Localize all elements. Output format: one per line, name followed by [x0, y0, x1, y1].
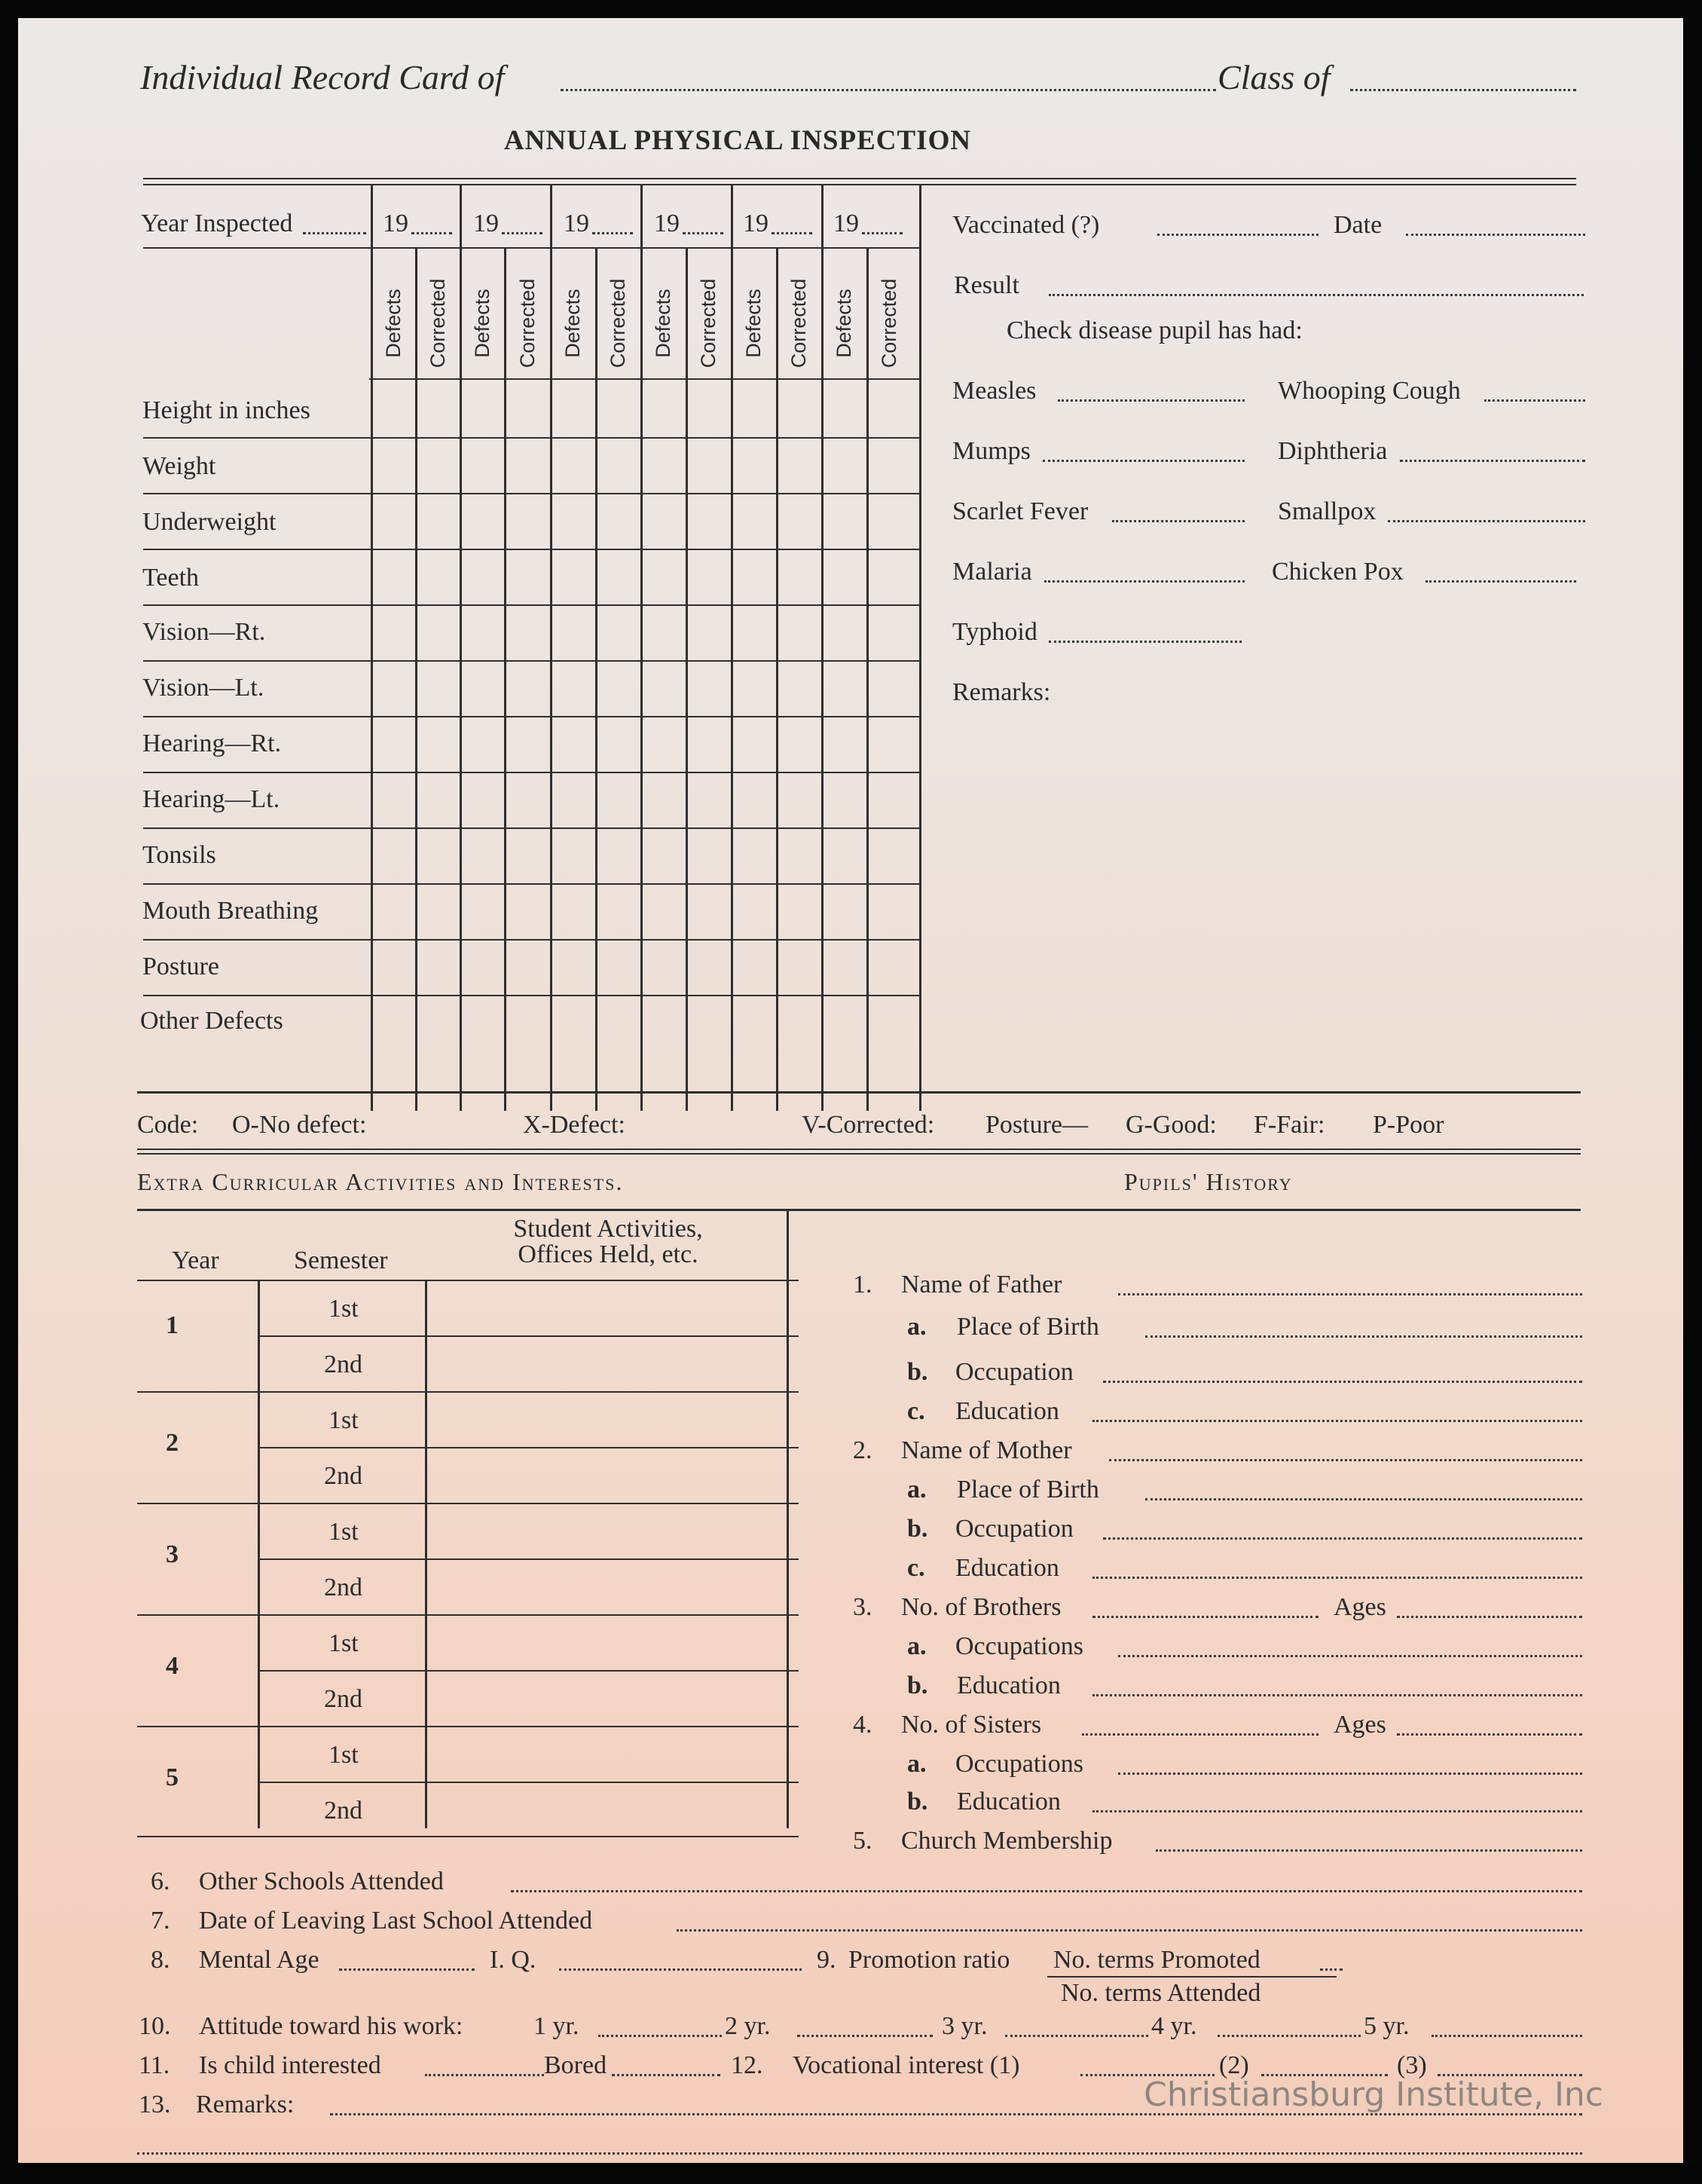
- promotion-label: Promotion ratio: [848, 1946, 1010, 1974]
- code-label: Code:: [137, 1111, 199, 1139]
- interested-line[interactable]: [425, 2074, 544, 2076]
- col-activities-header-1: Student Activities,: [513, 1215, 703, 1243]
- year-1: 1: [166, 1311, 179, 1339]
- mother-birthplace-line[interactable]: [1145, 1498, 1582, 1500]
- semester-1st: 1st: [328, 1629, 359, 1657]
- year-rule: [137, 1614, 799, 1616]
- history-heading: Pupils' History: [1124, 1168, 1293, 1195]
- sisters-line[interactable]: [1082, 1733, 1319, 1736]
- attitude-yr5: 5 yr.: [1364, 2012, 1410, 2040]
- remarks-label: Remarks:: [952, 678, 1051, 706]
- attitude-yr3-line[interactable]: [1005, 2035, 1148, 2037]
- item-number: 4.: [853, 1711, 872, 1739]
- record-card-label: Individual Record Card of: [140, 58, 505, 96]
- grid-col-line: [371, 185, 373, 1111]
- mumps-label: Mumps: [952, 437, 1031, 465]
- vocational-2-label: (2): [1219, 2051, 1249, 2079]
- record-card-paper: [18, 18, 1683, 2163]
- attitude-yr2-line[interactable]: [797, 2035, 933, 2037]
- father-education-label: Education: [955, 1397, 1059, 1425]
- year-inspected-dots: [303, 232, 366, 234]
- year-rule: [137, 1503, 799, 1504]
- defects-header: Defects: [652, 289, 674, 358]
- sub-a: a.: [907, 1632, 927, 1660]
- grid-col-line: [731, 185, 733, 1111]
- item-number: 1.: [853, 1271, 872, 1298]
- vaccinated-line[interactable]: [1157, 234, 1319, 236]
- date-leaving-label: Date of Leaving Last School Attended: [199, 1907, 593, 1935]
- semester-2nd: 2nd: [324, 1797, 362, 1825]
- row-label-tonsils: Tonsils: [142, 841, 216, 869]
- activities-col-line: [258, 1280, 260, 1828]
- vocational-label: Vocational interest (1): [793, 2051, 1020, 2079]
- year-5: 5: [166, 1763, 179, 1791]
- semester-2nd: 2nd: [324, 1462, 362, 1490]
- class-year-line[interactable]: [1350, 89, 1576, 91]
- subheader-rule: [369, 378, 921, 380]
- mother-education-label: Education: [955, 1554, 1059, 1582]
- year-inspected-label: Year Inspected: [141, 210, 293, 237]
- mother-birthplace-label: Place of Birth: [957, 1476, 1099, 1503]
- semester-1st: 1st: [328, 1406, 359, 1434]
- row-label-hearing-rt: Hearing—Rt.: [142, 730, 282, 757]
- sub-b: b.: [907, 1515, 928, 1543]
- year-19-3: 19: [564, 210, 589, 237]
- sub-a: a.: [907, 1313, 927, 1341]
- defects-header: Defects: [471, 289, 493, 358]
- sisters-occupations-line[interactable]: [1118, 1773, 1582, 1775]
- result-line[interactable]: [1049, 294, 1584, 296]
- item-number: 6.: [151, 1867, 170, 1895]
- final-remarks-label: Remarks:: [196, 2091, 295, 2118]
- sisters-education-line[interactable]: [1092, 1810, 1582, 1812]
- interested-label: Is child interested: [199, 2051, 381, 2079]
- mental-age-label: Mental Age: [199, 1946, 319, 1974]
- smallpox-label: Smallpox: [1278, 497, 1377, 525]
- defects-header: Defects: [742, 289, 765, 358]
- code-o: O-No defect:: [232, 1111, 367, 1139]
- father-label: Name of Father: [901, 1271, 1062, 1298]
- semester-rule: [258, 1335, 799, 1337]
- row-label-other-defects: Other Defects: [140, 1007, 283, 1035]
- check-disease-label: Check disease pupil has had:: [1007, 317, 1303, 344]
- mother-occupation-line[interactable]: [1103, 1537, 1582, 1540]
- whooping-cough-line[interactable]: [1484, 399, 1585, 402]
- code-f: F-Fair:: [1254, 1111, 1325, 1139]
- row-label-vision-lt: Vision—Lt.: [142, 674, 264, 702]
- activities-col-line: [425, 1280, 427, 1828]
- scarlet-fever-label: Scarlet Fever: [952, 497, 1089, 525]
- sisters-occupations-label: Occupations: [955, 1750, 1083, 1778]
- row-rule: [143, 437, 921, 439]
- sub-a: a.: [907, 1750, 927, 1778]
- semester-2nd: 2nd: [324, 1350, 362, 1378]
- item-number: 8.: [151, 1946, 170, 1974]
- father-education-line[interactable]: [1092, 1420, 1582, 1422]
- brothers-occupations-label: Occupations: [955, 1632, 1083, 1660]
- item-number: 3.: [853, 1593, 872, 1621]
- fraction-bar: [1047, 1976, 1337, 1978]
- promotion-line[interactable]: [1320, 1968, 1343, 1971]
- year-rule: [137, 1726, 799, 1727]
- attitude-yr3: 3 yr.: [942, 2012, 988, 2040]
- col-semester-header: Semester: [294, 1246, 388, 1274]
- semester-rule: [258, 1670, 799, 1672]
- semester-2nd: 2nd: [324, 1574, 362, 1601]
- semester-1st: 1st: [328, 1518, 359, 1546]
- year-19-6: 19: [833, 210, 859, 237]
- year-19-2: 19: [473, 210, 499, 237]
- defects-header: Defects: [382, 289, 405, 358]
- semester-rule: [258, 1447, 799, 1448]
- father-occupation-label: Occupation: [955, 1358, 1074, 1386]
- grid-col-line: [460, 185, 462, 1111]
- sub-b: b.: [907, 1788, 928, 1815]
- row-rule: [143, 883, 921, 885]
- code-bottom-rule: [137, 1149, 1581, 1150]
- date-line[interactable]: [1406, 234, 1585, 236]
- sub-b: b.: [907, 1672, 928, 1699]
- semester-rule: [258, 1782, 799, 1783]
- brothers-line[interactable]: [1092, 1616, 1319, 1618]
- iq-line[interactable]: [559, 1968, 802, 1971]
- mumps-line[interactable]: [1043, 460, 1245, 462]
- item-number: 2.: [853, 1436, 872, 1464]
- brothers-education-label: Education: [957, 1672, 1061, 1699]
- corrected-header: Corrected: [878, 278, 900, 369]
- scarlet-fever-line[interactable]: [1112, 520, 1245, 522]
- defects-header: Defects: [561, 289, 584, 358]
- row-rule: [143, 493, 921, 494]
- malaria-line[interactable]: [1044, 580, 1245, 583]
- header-rule-2: [143, 184, 1576, 185]
- vaccinated-label: Vaccinated (?): [952, 211, 1100, 239]
- brothers-occupations-line[interactable]: [1118, 1655, 1582, 1657]
- row-label-weight: Weight: [142, 452, 216, 480]
- code-x: X-Defect:: [523, 1111, 625, 1139]
- church-line[interactable]: [1156, 1849, 1582, 1852]
- year-blank-2[interactable]: [502, 232, 542, 234]
- other-schools-line[interactable]: [511, 1890, 1582, 1892]
- section-rule: [137, 1209, 1581, 1211]
- brothers-ages-line[interactable]: [1397, 1616, 1582, 1618]
- row-rule: [143, 772, 921, 773]
- father-birthplace-label: Place of Birth: [957, 1313, 1099, 1341]
- item-number: 10.: [139, 2012, 171, 2040]
- diphtheria-label: Diphtheria: [1278, 437, 1388, 465]
- mother-label: Name of Mother: [901, 1436, 1072, 1464]
- grid-right-border: [919, 185, 921, 1111]
- smallpox-line[interactable]: [1388, 520, 1585, 522]
- iq-label: I. Q.: [490, 1946, 536, 1974]
- code-posture: Posture—: [985, 1111, 1088, 1139]
- father-occupation-line[interactable]: [1103, 1381, 1582, 1383]
- activities-header-rule: [137, 1280, 799, 1281]
- grid-col-line: [550, 185, 552, 1111]
- code-bottom-rule-2: [137, 1153, 1581, 1155]
- vocational-3-label: (3): [1397, 2051, 1427, 2079]
- semester-2nd: 2nd: [324, 1685, 362, 1713]
- attitude-yr4-line[interactable]: [1218, 2035, 1361, 2037]
- item-number: 9.: [817, 1946, 836, 1974]
- code-g: G-Good:: [1126, 1111, 1217, 1139]
- semester-1st: 1st: [328, 1295, 359, 1323]
- corrected-header: Corrected: [787, 278, 810, 369]
- header-rule: [143, 178, 1576, 179]
- final-remarks-line-2[interactable]: [137, 2152, 1582, 2155]
- row-label-mouth-breathing: Mouth Breathing: [142, 897, 319, 925]
- item-number: 11.: [139, 2051, 170, 2079]
- year-blank-6[interactable]: [862, 232, 903, 234]
- bored-label: Bored: [544, 2051, 607, 2079]
- year-blank-5[interactable]: [772, 232, 812, 234]
- sub-a: a.: [907, 1476, 927, 1503]
- attitude-yr1-line[interactable]: [598, 2035, 722, 2037]
- attitude-yr5-line[interactable]: [1432, 2035, 1582, 2037]
- row-rule: [143, 549, 921, 550]
- corrected-header: Corrected: [607, 278, 629, 369]
- mother-line[interactable]: [1109, 1459, 1582, 1461]
- attitude-yr2: 2 yr.: [725, 2012, 771, 2040]
- row-rule: [143, 827, 921, 829]
- father-line[interactable]: [1118, 1293, 1582, 1295]
- diphtheria-line[interactable]: [1400, 460, 1585, 462]
- class-label: Class of: [1218, 58, 1331, 96]
- grid-col-line: [821, 185, 823, 1111]
- defects-header: Defects: [833, 289, 855, 358]
- year-3: 3: [166, 1540, 179, 1568]
- sub-c: c.: [907, 1397, 925, 1425]
- row-label-hearing-lt: Hearing—Lt.: [142, 785, 280, 813]
- typhoid-label: Typhoid: [952, 618, 1037, 646]
- corrected-header: Corrected: [516, 278, 539, 369]
- grid-col-line: [640, 185, 643, 1111]
- item-number: 13.: [139, 2091, 171, 2118]
- row-label-underweight: Underweight: [142, 508, 277, 536]
- row-label-posture: Posture: [142, 953, 219, 980]
- col-year-header: Year: [172, 1246, 219, 1274]
- sisters-ages-label: Ages: [1334, 1711, 1386, 1739]
- year-blank-4[interactable]: [683, 232, 723, 234]
- father-birthplace-line[interactable]: [1145, 1335, 1582, 1338]
- year-rule: [137, 1391, 799, 1393]
- terms-promoted-label: No. terms Promoted: [1053, 1946, 1260, 1974]
- sisters-label: No. of Sisters: [901, 1711, 1042, 1739]
- date-label: Date: [1334, 211, 1383, 239]
- activities-bottom-rule: [137, 1836, 799, 1837]
- chicken-pox-label: Chicken Pox: [1272, 558, 1404, 586]
- sisters-ages-line[interactable]: [1397, 1733, 1582, 1736]
- bored-line[interactable]: [612, 2074, 720, 2076]
- sub-c: c.: [907, 1554, 925, 1582]
- mother-occupation-label: Occupation: [955, 1515, 1074, 1543]
- code-top-rule: [137, 1091, 1581, 1094]
- malaria-label: Malaria: [952, 558, 1032, 586]
- item-number: 12.: [731, 2051, 763, 2079]
- year-19-5: 19: [743, 210, 768, 237]
- terms-attended-label: No. terms Attended: [1061, 1979, 1261, 2007]
- typhoid-line[interactable]: [1049, 641, 1242, 643]
- semester-1st: 1st: [328, 1741, 359, 1769]
- whooping-cough-label: Whooping Cough: [1278, 377, 1461, 405]
- row-label-teeth: Teeth: [142, 564, 200, 592]
- row-rule: [143, 995, 921, 996]
- code-v: V-Corrected:: [802, 1111, 935, 1139]
- row-rule: [143, 660, 921, 662]
- row-label-vision-rt: Vision—Rt.: [142, 618, 266, 646]
- semester-rule: [258, 1558, 799, 1560]
- activities-right-border: [787, 1209, 789, 1828]
- brothers-ages-label: Ages: [1334, 1593, 1386, 1621]
- page-title: ANNUAL PHYSICAL INSPECTION: [503, 125, 972, 156]
- brothers-education-line[interactable]: [1092, 1694, 1582, 1696]
- activities-heading: Extra Curricular Activities and Interests.: [137, 1168, 624, 1195]
- student-name-line[interactable]: [561, 89, 1216, 91]
- row-rule: [143, 604, 921, 606]
- corrected-header: Corrected: [697, 278, 720, 369]
- col-activities-header-2: Offices Held, etc.: [518, 1240, 698, 1268]
- item-number: 5.: [853, 1827, 872, 1855]
- sisters-education-label: Education: [957, 1788, 1061, 1815]
- year-19-1: 19: [383, 210, 408, 237]
- mental-age-line[interactable]: [339, 1968, 475, 1971]
- year-2: 2: [166, 1429, 179, 1457]
- attitude-label: Attitude toward his work:: [199, 2012, 463, 2040]
- year-4: 4: [166, 1652, 179, 1680]
- attitude-yr1: 1 yr.: [533, 2012, 579, 2040]
- code-p: P-Poor: [1373, 1111, 1444, 1139]
- other-schools-label: Other Schools Attended: [199, 1867, 444, 1895]
- result-label: Result: [954, 271, 1019, 299]
- corrected-header: Corrected: [426, 278, 449, 369]
- sub-b: b.: [907, 1358, 928, 1386]
- church-label: Church Membership: [901, 1827, 1113, 1855]
- row-rule: [143, 716, 921, 717]
- year-row-rule: [143, 247, 921, 249]
- item-number: 7.: [151, 1907, 170, 1935]
- row-rule: [143, 939, 921, 941]
- year-blank-1[interactable]: [411, 232, 452, 234]
- watermark: Christiansburg Institute, Inc: [1144, 2075, 1603, 2114]
- brothers-label: No. of Brothers: [901, 1593, 1062, 1621]
- measles-label: Measles: [952, 377, 1037, 405]
- row-label-height: Height in inches: [142, 396, 310, 424]
- date-leaving-line[interactable]: [677, 1929, 1582, 1932]
- attitude-yr4: 4 yr.: [1151, 2012, 1197, 2040]
- year-19-4: 19: [654, 210, 680, 237]
- mother-education-line[interactable]: [1092, 1577, 1582, 1579]
- chicken-pox-line[interactable]: [1425, 580, 1576, 583]
- year-blank-3[interactable]: [592, 232, 633, 234]
- measles-line[interactable]: [1058, 399, 1245, 402]
